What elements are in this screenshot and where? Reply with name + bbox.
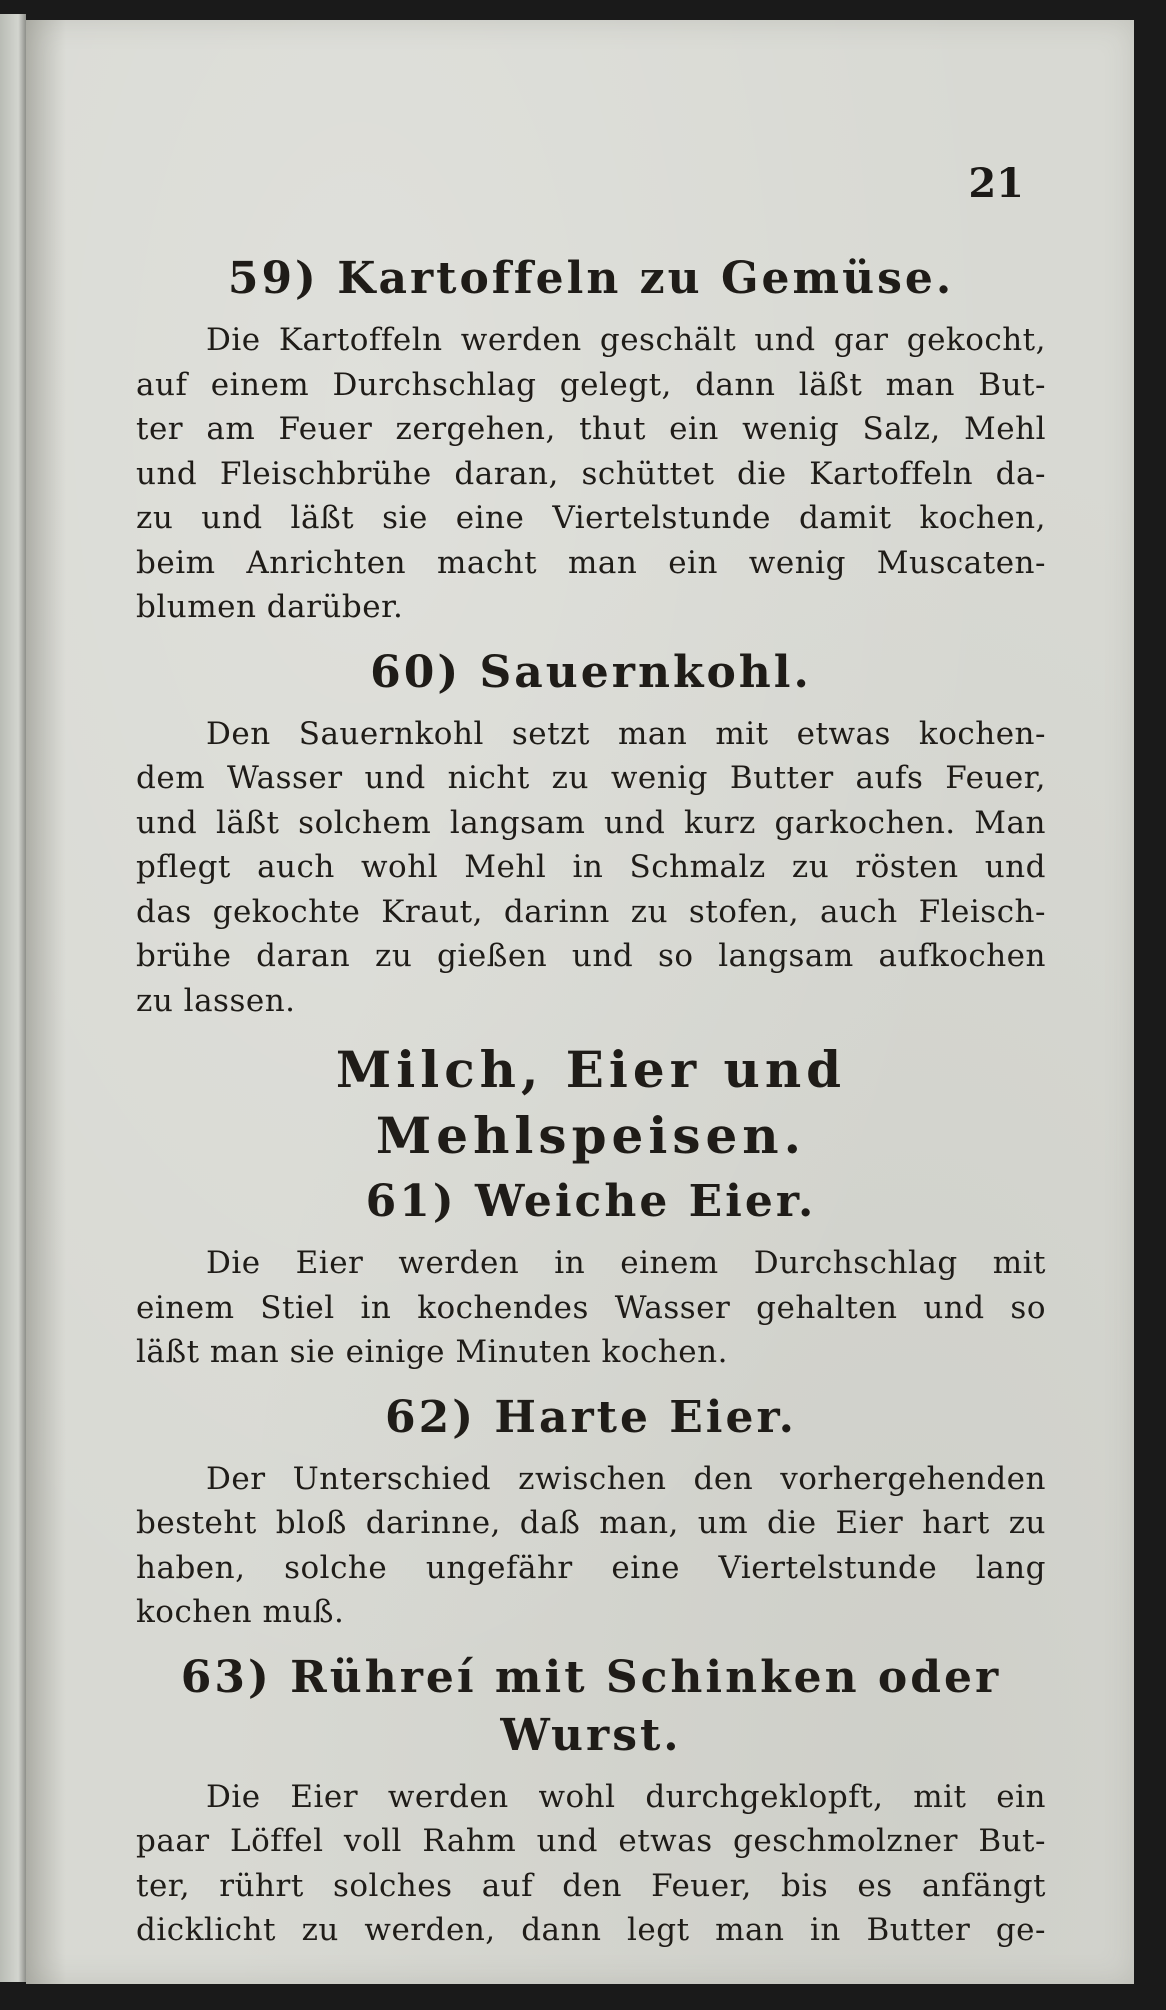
recipe-heading: 63) Rühreí mit Schinken oder Wurst. bbox=[180, 1651, 1002, 1761]
page-content bbox=[136, 250, 1046, 1967]
recipe-heading: 60) Sauernkohl. bbox=[370, 646, 812, 698]
text-line: kochen muß. bbox=[136, 1594, 345, 1630]
text-line: beim Anrichten macht man ein wenig Muscaten- bbox=[136, 544, 1046, 581]
gutter-shadow bbox=[26, 20, 66, 1984]
recipe-60 bbox=[136, 644, 1046, 1024]
section-heading: Milch, Eier und Mehlspeisen. bbox=[335, 1040, 847, 1165]
text-line: besteht bloß darinne, daß man, um die Eier hart zu bbox=[136, 1505, 1046, 1541]
text-line: ter am Feuer zergehen, thut ein wenig Salz, Mehl bbox=[136, 411, 1046, 447]
recipe-63 bbox=[136, 1649, 1046, 1953]
text-line: auf einem Durchschlag gelegt, dann läßt man But- bbox=[136, 366, 1046, 403]
page-number: 21 bbox=[968, 160, 1024, 207]
text-line: ter, rührt solches auf den Feuer, bis es anfängt bbox=[136, 1867, 1046, 1904]
text-line: blumen darüber. bbox=[136, 589, 404, 625]
text-line: brühe daran zu gießen und so langsam aufkochen bbox=[136, 938, 1046, 974]
recipe-heading: 62) Harte Eier. bbox=[385, 1391, 797, 1443]
recipe-heading: 59) Kartoffeln zu Gemüse. bbox=[227, 253, 955, 304]
text-line: Die Eier werden wohl durchgeklopft, mit ein bbox=[206, 1778, 1046, 1815]
text-line: Die Kartoffeln werden geschält und gar gekocht, bbox=[206, 322, 1046, 358]
text-line: zu lassen. bbox=[136, 982, 296, 1019]
text-line: Die Eier werden in einem Durchschlag mit bbox=[206, 1245, 1046, 1281]
text-line: Der Unterschied zwischen den vorhergehenden bbox=[206, 1460, 1046, 1497]
recipe-59 bbox=[136, 250, 1046, 630]
text-line: dicklicht zu werden, dann legt man in Butter ge- bbox=[136, 1912, 1046, 1948]
book-page bbox=[26, 20, 1134, 1984]
recipe-heading: 61) Weiche Eier. bbox=[365, 1176, 817, 1227]
text-line: dem Wasser und nicht zu wenig Butter aufs Feuer, bbox=[136, 760, 1046, 796]
text-line: und Fleischbrühe daran, schüttet die Kartoffeln da- bbox=[136, 455, 1046, 492]
text-line: läßt man sie einige Minuten kochen. bbox=[136, 1334, 728, 1370]
text-line: Den Sauernkohl setzt man mit etwas kochen- bbox=[206, 715, 1046, 752]
recipe-61 bbox=[136, 1173, 1046, 1375]
text-line: und läßt solchem langsam und kurz garkochen. Man bbox=[136, 804, 1046, 841]
text-line: pflegt auch wohl Mehl in Schmalz zu rösten und bbox=[136, 849, 1046, 885]
text-line: haben, solche ungefähr eine Viertelstunde lang bbox=[136, 1549, 1046, 1586]
text-line: das gekochte Kraut, darinn zu stofen, auch Fleisch- bbox=[136, 893, 1046, 930]
text-line: einem Stiel in kochendes Wasser gehalten und so bbox=[136, 1289, 1046, 1326]
text-line: paar Löffel voll Rahm und etwas geschmolzner But- bbox=[136, 1823, 1046, 1859]
text-line: zu und läßt sie eine Viertelstunde damit kochen, bbox=[136, 500, 1046, 536]
previous-page-edge bbox=[0, 14, 26, 1982]
recipe-62 bbox=[136, 1389, 1046, 1635]
